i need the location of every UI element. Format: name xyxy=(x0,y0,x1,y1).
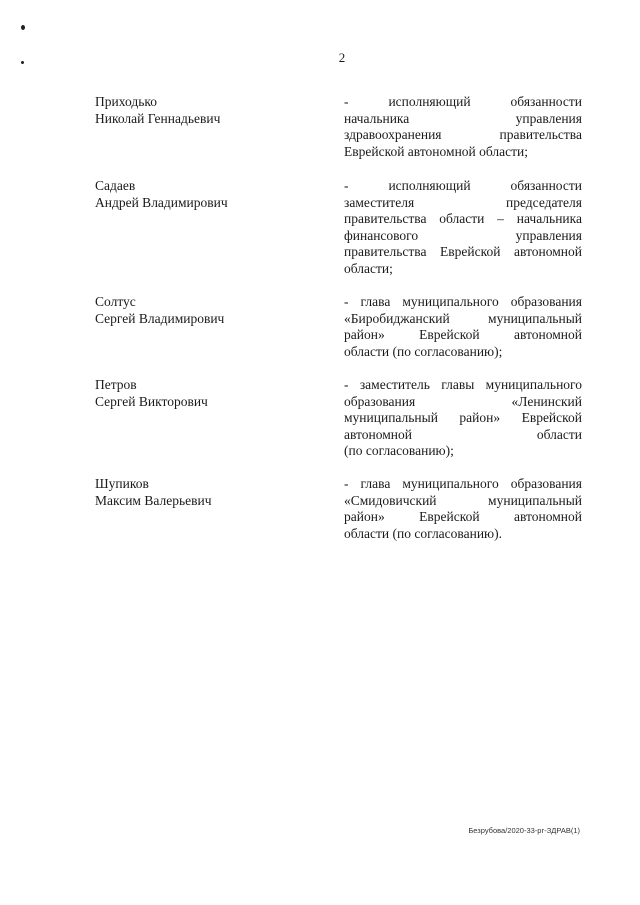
role-line: - исполняющий обязанности xyxy=(344,94,582,109)
role-line: - глава муниципального образования xyxy=(344,294,582,309)
page-number: 2 xyxy=(338,50,346,65)
role-line: начальника управления xyxy=(344,110,582,126)
role-line: правительства Еврейской автономной xyxy=(344,244,582,259)
role-description xyxy=(344,476,582,542)
role-line: - глава муниципального образования xyxy=(344,476,582,491)
role-line: - исполняющий обязанности xyxy=(344,178,582,193)
role-line: финансового управления xyxy=(344,227,582,243)
role-line: Еврейской автономной области; xyxy=(344,143,529,159)
role-line: области (по согласованию); xyxy=(344,343,503,359)
role-line: образования «Ленинский xyxy=(344,393,582,409)
person-surname: Петров xyxy=(95,377,137,392)
person-surname: Шупиков xyxy=(95,476,149,491)
person-name xyxy=(95,178,295,211)
role-description xyxy=(344,294,582,360)
role-line: правительства области – начальника xyxy=(344,211,582,226)
person-name xyxy=(95,476,295,509)
role-line: - заместитель главы муниципального xyxy=(344,377,582,392)
role-line: «Смидовичский муниципальный xyxy=(344,492,582,508)
person-surname: Солтус xyxy=(95,294,136,309)
person-given-names: Сергей Владимирович xyxy=(95,310,225,326)
role-line: области (по согласованию). xyxy=(344,525,503,541)
role-description xyxy=(344,178,582,277)
role-line: автономной области xyxy=(344,426,582,442)
role-description xyxy=(344,94,582,160)
document-footer-code: Безрубова/2020-33-рг-ЗДРАВ(1) xyxy=(468,826,580,835)
role-line: район» Еврейской автономной xyxy=(344,327,582,342)
person-surname: Приходько xyxy=(95,94,157,109)
person-name xyxy=(95,377,295,410)
person-given-names: Николай Геннадьевич xyxy=(95,110,221,126)
role-line: здравоохранения правительства xyxy=(344,127,582,142)
person-given-names: Сергей Викторович xyxy=(95,393,208,409)
person-given-names: Максим Валерьевич xyxy=(95,492,212,508)
role-line: район» Еврейской автономной xyxy=(344,509,582,524)
role-description xyxy=(344,377,582,460)
person-surname: Садаев xyxy=(95,178,136,193)
scan-dot-top xyxy=(21,25,25,30)
person-name xyxy=(95,94,295,127)
role-line: «Биробиджанский муниципальный xyxy=(344,310,582,326)
person-name xyxy=(95,294,295,327)
role-line: (по согласованию); xyxy=(344,443,454,458)
person-given-names: Андрей Владимирович xyxy=(95,194,228,210)
role-line: области; xyxy=(344,260,393,276)
role-line: муниципальный район» Еврейской xyxy=(344,410,582,425)
role-line: заместителя председателя xyxy=(344,194,582,210)
